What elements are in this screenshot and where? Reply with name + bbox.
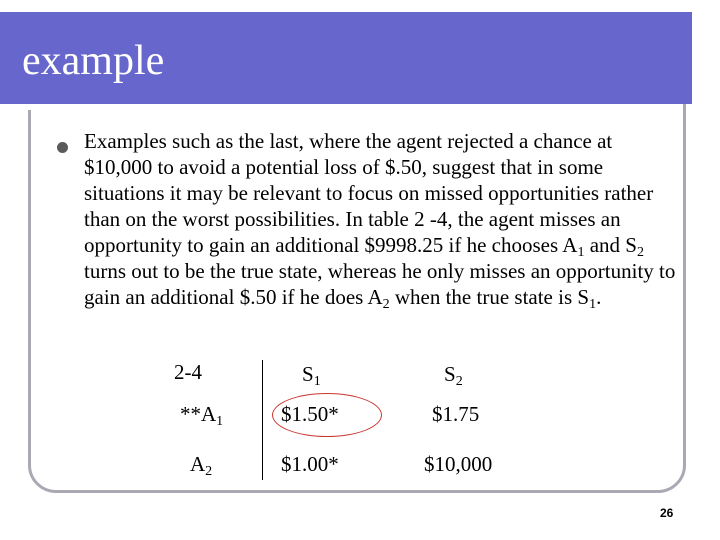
bullet-text-part-1: Examples such as the last, where the agent rejected a chance at $10,000 to avoid a potential loss of $.50, suggest that in some situations it may be relevant to focus on missed opportunities rather than on the worst possibilities. In table 2 -4, the agent misses an opportunity to gain an additional $9998.25 if he chooses A xyxy=(84,129,654,257)
cell-a2-s2: $10,000 xyxy=(424,452,493,476)
subscript-a2: 2 xyxy=(382,297,390,312)
bullet-text xyxy=(84,128,684,310)
col-header-s2-base: S xyxy=(444,362,456,386)
subscript-s2: 2 xyxy=(636,245,644,260)
row-label-a2-base: A xyxy=(190,452,206,476)
bullet-icon xyxy=(57,142,68,153)
cell-a1-s1: $1.50* xyxy=(281,402,339,426)
subscript-a1: 1 xyxy=(577,245,585,260)
bullet-text-part-4: when the true state is S xyxy=(389,285,590,309)
row-label-a1-base: **A xyxy=(180,402,217,426)
table-corner-label: 2-4 xyxy=(174,360,202,384)
highlight-circle xyxy=(272,393,382,437)
table-divider xyxy=(262,360,263,480)
col-header-s1 xyxy=(302,362,321,389)
col-header-s1-sub: 1 xyxy=(313,374,321,389)
page-number: 26 xyxy=(660,506,674,520)
row-label-a1-sub: 1 xyxy=(216,414,224,429)
cell-a1-s2: $1.75 xyxy=(432,402,480,426)
bullet-text-end: . xyxy=(596,285,602,309)
title-bar xyxy=(0,12,692,104)
slide-title: example xyxy=(22,38,165,84)
cell-a2-s1: $1.00* xyxy=(281,452,339,476)
row-label-a1 xyxy=(180,402,224,429)
col-header-s2-sub: 2 xyxy=(455,374,463,389)
col-header-s1-base: S xyxy=(302,362,314,386)
title-underline xyxy=(0,104,636,110)
bullet-text-part-2: and S xyxy=(584,233,637,257)
row-label-a2-sub: 2 xyxy=(205,464,213,479)
subscript-s1: 1 xyxy=(589,297,597,312)
col-header-s2 xyxy=(444,362,463,389)
bullet-text-part-3: turns out to be the true state, whereas he only misses an opportunity to gain an additional $.50 if he does A xyxy=(84,259,676,309)
row-label-a2 xyxy=(190,452,213,479)
